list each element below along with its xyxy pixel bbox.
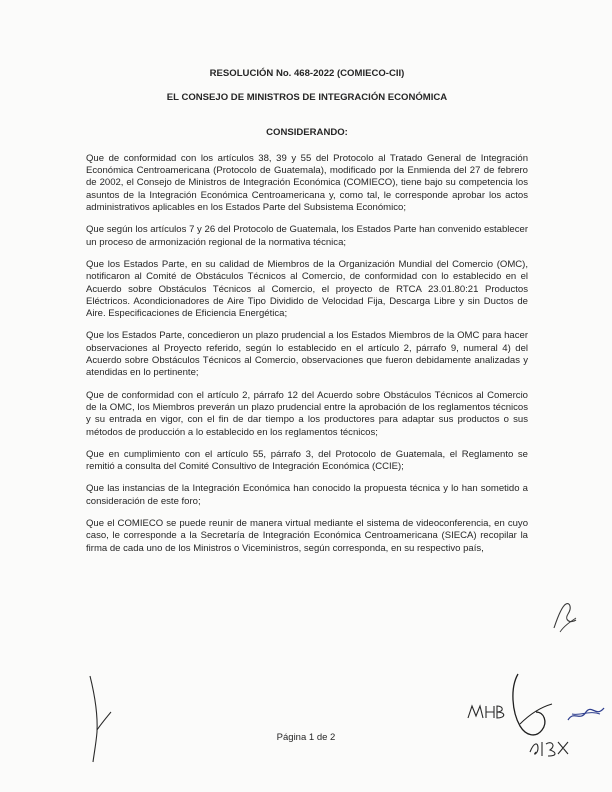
- paragraph-3: Que los Estados Parte, en su calidad de Miembros de la Organización Mundial del Comercio (OMC), notificaron al Comité de Obstáculos Técnicos al Comercio, de conformidad con lo establecido en el Acuerdo sobre Obstáculos Técnicos al Comercio, el proyecto de RTCA 23.01.80:21 Productos Eléctricos. Acondicionadores de Aire Tipo Dividido de Velocidad Fija, Descarga Libre y sin Ductos de Aire. Especificaciones de Eficiencia Energética;: [86, 258, 528, 320]
- section-title: CONSIDERANDO:: [266, 126, 348, 138]
- resolution-heading: RESOLUCIÓN No. 468-2022 (COMIECO-CII): [209, 68, 405, 79]
- paragraph-7: Que las instancias de la Integración Económica han conocido la propuesta técnica y lo han sometido a consideración de este foro;: [86, 483, 528, 507]
- document-body: [86, 68, 528, 555]
- paragraph-6: Que en cumplimiento con el artículo 55, párrafo 3, del Protocolo de Guatemala, el Reglamento se remitió a consulta del Comité Consultivo de Integración Económica (CCIE);: [86, 448, 528, 473]
- page-number: Página 1 de 2: [276, 732, 336, 743]
- paragraph-8: Que el COMIECO se puede reunir de manera virtual mediante el sistema de videoconferencia, en cuyo caso, le corresponde a la Secretaría de Integración Económica Centroamericana (SIECA) recopilar la firma de cada uno de los Ministros o Viceministros, según corresponda, en su respectivo país,: [86, 518, 528, 554]
- initials-right-margin: [550, 598, 580, 634]
- paragraph-4: Que los Estados Parte, concedieron un plazo prudencial a los Estados Miembros de la OMC para hacer observaciones al Proyecto referido, según lo establecido en el artículo 2, párrafo 9, numeral 4) del Acuerdo sobre Obstáculos Técnicos al Comercio, observaciones que fueron debidamente analizadas y atendidas en lo pertinente;: [86, 330, 528, 379]
- paragraph-5: Que de conformidad con el artículo 2, párrafo 12 del Acuerdo sobre Obstáculos Técnicos al Comercio de la OMC, los Miembros preverán un plazo prudencial entre la aprobación de los reglamentos técnicos y su entrada en vigor, con el fin de dar tiempo a los productores para adaptar sus productos o sus métodos de producción a lo establecido en los reglamentos técnicos;: [86, 389, 528, 438]
- signature-blue: [566, 700, 606, 726]
- council-name: EL CONSEJO DE MINISTROS DE INTEGRACIÓN ECONÓMICA: [166, 92, 448, 104]
- paragraph-2: Que según los artículos 7 y 26 del Protocolo de Guatemala, los Estados Parte han convenido establecer un proceso de armonización regional de la normativa técnica;: [86, 224, 528, 248]
- signature-bottom-right: [528, 734, 574, 760]
- paragraph-1: Que de conformidad con los artículos 38, 39 y 55 del Protocolo al Tratado General de Integración Económica Centroamericana (Protocolo de Guatemala), modificado por la Enmienda del 27 de febrero de 2002, el Consejo de Ministros de Integración Económica (COMIECO), tiene bajo su competencia los asuntos de la Integración Económica Centroamericana y, como tal, le corresponde aprobar los actos administrativos aplicables en los Estados Parte del Subsistema Económico;: [86, 152, 528, 214]
- signature-left: [84, 672, 114, 764]
- initials-mhb: [466, 700, 508, 722]
